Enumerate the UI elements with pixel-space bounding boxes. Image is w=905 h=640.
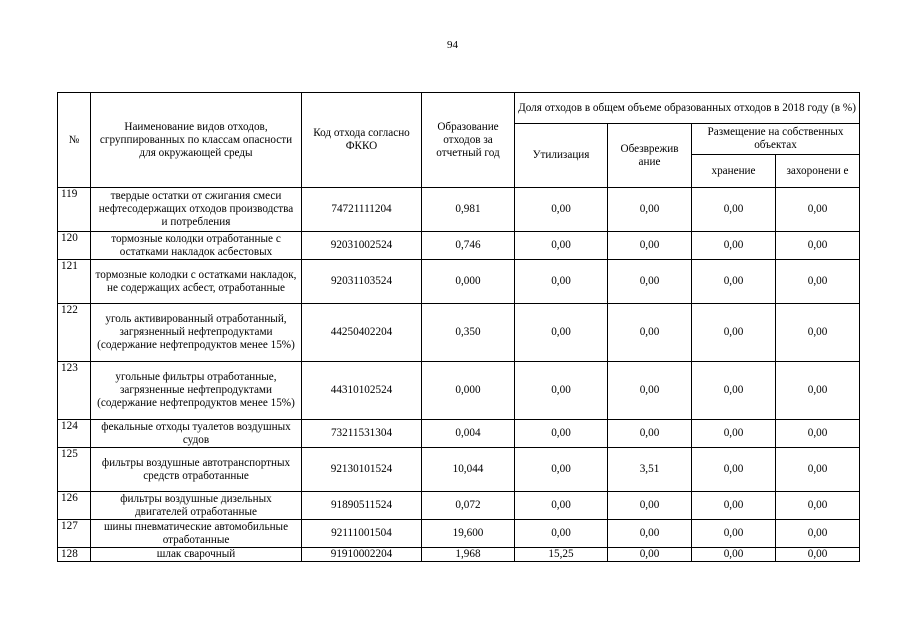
table-row [58,520,860,548]
cell-name: уголь активированный отработанный, загрязненный нефтепродуктами (содержание нефтепродуктов менее 15%) [91,304,302,362]
cell-code: 91910002204 [302,548,422,562]
header-placement: Размещение на собственных объектах [692,124,860,155]
table-header [58,93,860,188]
cell-formation: 0,350 [422,304,515,362]
cell-neutralization: 0,00 [608,520,692,548]
cell-storage: 0,00 [692,448,776,492]
cell-storage: 0,00 [692,188,776,232]
cell-utilization: 0,00 [515,420,608,448]
header-utilization: Утилизация [515,124,608,188]
cell-code: 44310102524 [302,362,422,420]
cell-code: 92031002524 [302,232,422,260]
cell-utilization: 0,00 [515,362,608,420]
cell-code: 91890511524 [302,492,422,520]
cell-utilization: 0,00 [515,232,608,260]
cell-formation: 0,004 [422,420,515,448]
cell-num: 127 [58,520,91,548]
cell-formation: 1,968 [422,548,515,562]
cell-name: шины пневматические автомобильные отработанные [91,520,302,548]
cell-utilization: 0,00 [515,304,608,362]
cell-storage: 0,00 [692,260,776,304]
cell-storage: 0,00 [692,520,776,548]
cell-neutralization: 3,51 [608,448,692,492]
cell-neutralization: 0,00 [608,362,692,420]
cell-formation: 0,746 [422,232,515,260]
cell-storage: 0,00 [692,420,776,448]
cell-neutralization: 0,00 [608,420,692,448]
cell-name: тормозные колодки отработанные с остатками накладок асбестовых [91,232,302,260]
table-row [58,448,860,492]
cell-neutralization: 0,00 [608,304,692,362]
header-burial: захоронени е [776,155,860,188]
cell-storage: 0,00 [692,304,776,362]
header-name: Наименование видов отходов, сгруппированных по классам опасности для окружающей среды [91,93,302,188]
cell-formation: 19,600 [422,520,515,548]
table-row [58,260,860,304]
cell-code: 73211531304 [302,420,422,448]
cell-formation: 0,000 [422,260,515,304]
waste-table [57,92,860,562]
cell-formation: 0,000 [422,362,515,420]
cell-utilization: 0,00 [515,188,608,232]
header-formation: Образование отходов за отчетный год [422,93,515,188]
cell-num: 125 [58,448,91,492]
cell-formation: 0,072 [422,492,515,520]
table-body [58,188,860,562]
cell-burial: 0,00 [776,492,860,520]
table-row [58,362,860,420]
cell-neutralization: 0,00 [608,260,692,304]
cell-num: 124 [58,420,91,448]
cell-burial: 0,00 [776,304,860,362]
cell-storage: 0,00 [692,232,776,260]
header-share: Доля отходов в общем объеме образованных отходов в 2018 году (в %) [515,93,860,124]
cell-num: 128 [58,548,91,562]
table-row [58,492,860,520]
cell-storage: 0,00 [692,548,776,562]
cell-neutralization: 0,00 [608,492,692,520]
cell-name: фекальные отходы туалетов воздушных судов [91,420,302,448]
cell-num: 126 [58,492,91,520]
cell-utilization: 0,00 [515,520,608,548]
cell-code: 44250402204 [302,304,422,362]
cell-neutralization: 0,00 [608,232,692,260]
cell-name: фильтры воздушные дизельных двигателей отработанные [91,492,302,520]
header-neutralization: Обезврежив ание [608,124,692,188]
cell-code: 92031103524 [302,260,422,304]
cell-code: 74721111204 [302,188,422,232]
table-row [58,188,860,232]
cell-name: фильтры воздушные автотранспортных средств отработанные [91,448,302,492]
cell-burial: 0,00 [776,232,860,260]
cell-name: твердые остатки от сжигания смеси нефтесодержащих отходов производства и потребления [91,188,302,232]
header-storage: хранение [692,155,776,188]
cell-utilization: 0,00 [515,492,608,520]
cell-utilization: 0,00 [515,260,608,304]
cell-name: шлак сварочный [91,548,302,562]
cell-num: 121 [58,260,91,304]
cell-burial: 0,00 [776,448,860,492]
cell-burial: 0,00 [776,548,860,562]
cell-burial: 0,00 [776,362,860,420]
cell-utilization: 0,00 [515,448,608,492]
cell-utilization: 15,25 [515,548,608,562]
cell-burial: 0,00 [776,260,860,304]
cell-burial: 0,00 [776,188,860,232]
cell-neutralization: 0,00 [608,548,692,562]
header-num: № [58,93,91,188]
cell-burial: 0,00 [776,520,860,548]
cell-code: 92130101524 [302,448,422,492]
header-code: Код отхода согласно ФККО [302,93,422,188]
cell-num: 119 [58,188,91,232]
table-row [58,232,860,260]
cell-num: 123 [58,362,91,420]
page-number: 94 [447,39,458,51]
table-row [58,420,860,448]
cell-name: тормозные колодки с остатками накладок, не содержащих асбест, отработанные [91,260,302,304]
cell-burial: 0,00 [776,420,860,448]
cell-formation: 10,044 [422,448,515,492]
cell-neutralization: 0,00 [608,188,692,232]
cell-storage: 0,00 [692,492,776,520]
table-row [58,304,860,362]
cell-name: угольные фильтры отработанные, загрязненные нефтепродуктами (содержание нефтепродуктов менее 15%) [91,362,302,420]
table-row [58,548,860,562]
cell-formation: 0,981 [422,188,515,232]
cell-num: 122 [58,304,91,362]
cell-storage: 0,00 [692,362,776,420]
cell-num: 120 [58,232,91,260]
cell-code: 92111001504 [302,520,422,548]
